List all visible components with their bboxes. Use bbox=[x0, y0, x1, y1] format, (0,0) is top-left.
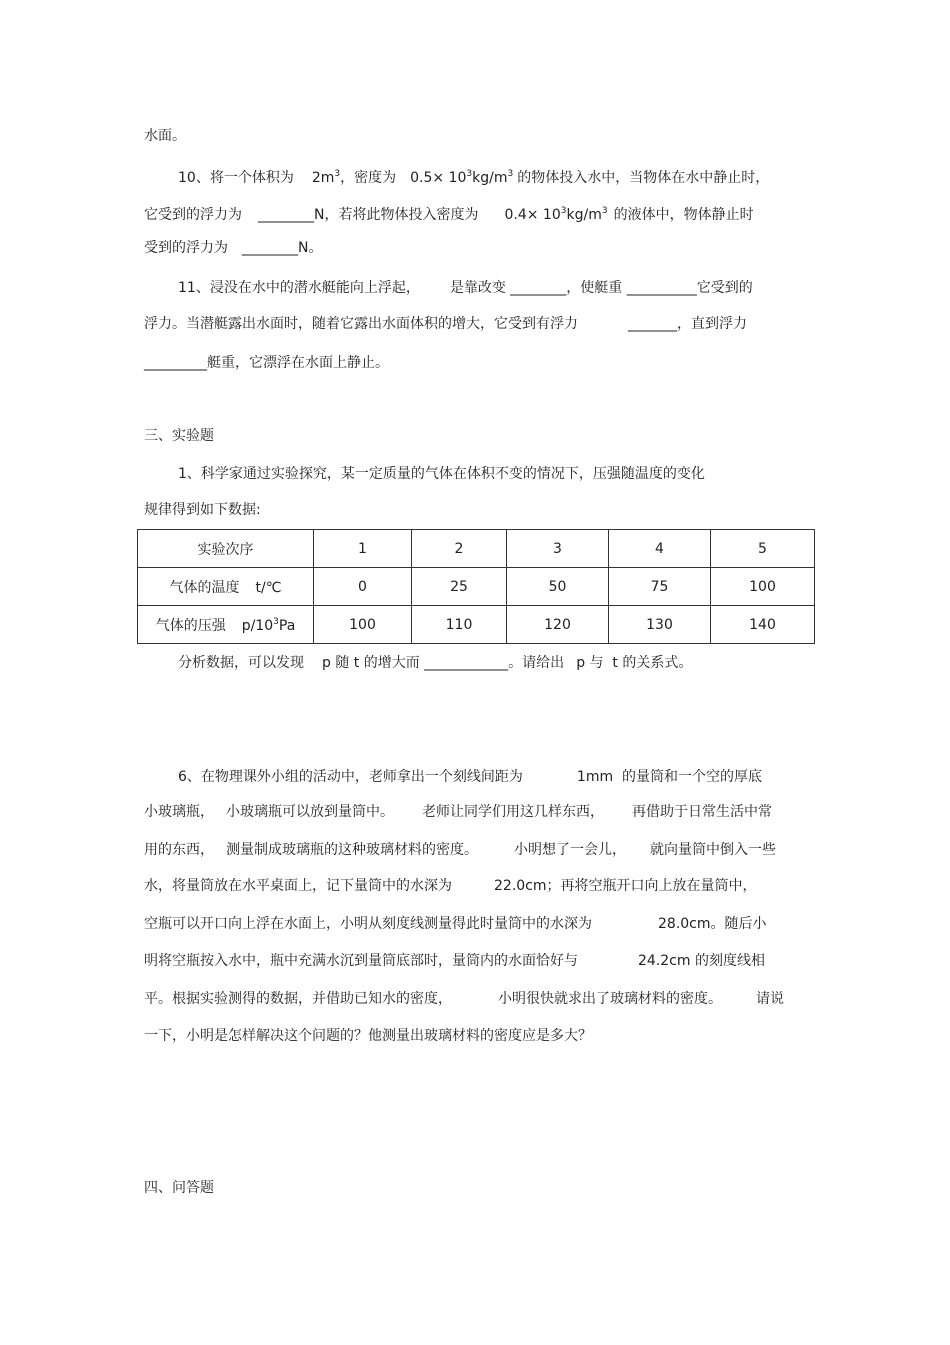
table-cell-trial: 5 bbox=[711, 530, 815, 568]
q6-text: 平。根据实验测得的数据，并借助已知水的密度， bbox=[144, 991, 452, 1007]
q6-line-8: 一下，小明是怎样解决这个问题的？他测量出玻璃材料的密度应是多大？ bbox=[144, 1028, 592, 1044]
analysis-text: p 与 t 的关系式。 bbox=[576, 655, 693, 671]
q10-text: 的液体中，物体静止时 bbox=[613, 207, 754, 223]
table-cell-header-label: 实验次序 bbox=[138, 530, 314, 568]
q6-text: 再借助于日常生活中常 bbox=[632, 804, 772, 820]
table-cell-press-label bbox=[138, 606, 314, 644]
exp1-line-1: 1、科学家通过实验探究，某一定质量的气体在体积不变的情况下，压强随温度的变化 bbox=[178, 466, 705, 482]
q6-line-2 bbox=[144, 803, 772, 821]
q10-density-unit: kg/m bbox=[472, 170, 508, 186]
q11-line-2 bbox=[144, 315, 747, 333]
question-tail-text: 水面。 bbox=[144, 128, 186, 144]
q6-text: 空瓶可以开口向上浮在水面上，小明从刻度线测量得此时量筒中的水深为 bbox=[144, 916, 592, 932]
q6-text: 明将空瓶按入水中，瓶中充满水沉到量筒底部时，量筒内的水面恰好与 bbox=[144, 953, 578, 969]
q6-line-4 bbox=[144, 877, 757, 895]
answer-blank: ________N bbox=[242, 240, 309, 256]
table-cell-pressure: 120 bbox=[507, 606, 609, 644]
q6-text: 28.0cm。随后小 bbox=[658, 916, 767, 932]
q6-text: 小明很快就求出了玻璃材料的密度。 bbox=[498, 991, 722, 1007]
table-row bbox=[138, 606, 815, 644]
q6-text: 水，将量筒放在水平桌面上，记下量筒中的水深为 bbox=[144, 878, 452, 894]
q10-density-unit: kg/m bbox=[566, 207, 602, 223]
table-cell-trial: 3 bbox=[507, 530, 609, 568]
exponent: 3 bbox=[601, 206, 608, 216]
q6-line-3 bbox=[144, 841, 776, 859]
q10-line-2 bbox=[144, 202, 754, 224]
q6-text: 请说 bbox=[756, 991, 784, 1007]
table-cell-temp: 75 bbox=[609, 568, 711, 606]
press-unit: p/10 bbox=[241, 617, 274, 634]
q6-text: 测量制成玻璃瓶的这种玻璃材料的密度。 bbox=[226, 842, 478, 858]
press-unit: Pa bbox=[278, 617, 296, 634]
q11-line-3: _________艇重，它漂浮在水面上静止。 bbox=[144, 355, 389, 371]
q10-volume: 2m bbox=[311, 170, 335, 186]
exponent: 3 bbox=[334, 169, 341, 179]
temp-unit: t/℃ bbox=[255, 579, 282, 596]
exponent: 3 bbox=[560, 206, 567, 216]
q6-text: 24.2cm 的刻度线相 bbox=[638, 953, 765, 969]
table-cell-trial: 1 bbox=[314, 530, 412, 568]
exponent: 3 bbox=[507, 169, 514, 179]
q10-line-3 bbox=[144, 239, 322, 257]
table-cell-pressure: 110 bbox=[412, 606, 507, 644]
q11-line-1 bbox=[178, 279, 753, 297]
table-cell-temp: 100 bbox=[711, 568, 815, 606]
q11-text: 11、浸没在水中的潜水艇能向上浮起， bbox=[178, 280, 420, 296]
section-title: 三、实验题 bbox=[144, 428, 214, 444]
table-cell-temp-label bbox=[138, 568, 314, 606]
q10-text: 受到的浮力为 bbox=[144, 240, 228, 256]
q6-text: 小玻璃瓶可以放到量筒中。 bbox=[226, 804, 394, 820]
q10-density: 0.5× 10 bbox=[410, 170, 467, 186]
q6-text: 6、在物理课外小组的活动中，老师拿出一个刻线间距为 bbox=[178, 769, 523, 785]
table-cell-temp: 25 bbox=[412, 568, 507, 606]
section-title: 四、问答题 bbox=[144, 1180, 214, 1196]
q10-text: 10、将一个体积为 bbox=[178, 170, 294, 186]
analysis-text: p 随 t 的增大而 ____________。请给出 bbox=[322, 655, 565, 671]
exp1-line-2: 规律得到如下数据: bbox=[144, 502, 261, 518]
q6-text: 小玻璃瓶， bbox=[144, 804, 214, 820]
q6-text: 1mm 的量筒和一个空的厚底 bbox=[576, 769, 762, 785]
data-table bbox=[137, 529, 815, 644]
table-cell-temp: 0 bbox=[314, 568, 412, 606]
q10-text: 它受到的浮力为 bbox=[144, 207, 242, 223]
q10-text: ，若将此物体投入密度为 bbox=[324, 207, 479, 223]
q11-text: 是靠改变 ________，使艇重 __________它受到的 bbox=[449, 280, 753, 296]
analysis-text: 分析数据，可以发现 bbox=[178, 655, 304, 671]
table-cell-temp: 50 bbox=[507, 568, 609, 606]
q11-text: 浮力。当潜艇露出水面时，随着它露出水面体积的增大，它受到有浮力 bbox=[144, 316, 578, 332]
q6-line-1 bbox=[178, 768, 762, 786]
table-cell-trial: 2 bbox=[412, 530, 507, 568]
table-cell-trial: 4 bbox=[609, 530, 711, 568]
temp-label: 气体的温度 bbox=[169, 579, 240, 596]
q10-text: 。 bbox=[308, 240, 323, 256]
press-label: 气体的压强 bbox=[155, 617, 226, 634]
q6-text: 22.0cm；再将空瓶开口向上放在量筒中， bbox=[494, 878, 757, 894]
q10-text: 的物体投入水中，当物体在水中静止时， bbox=[517, 170, 770, 186]
table-cell-pressure: 100 bbox=[314, 606, 412, 644]
q6-text: 用的东西， bbox=[144, 842, 214, 858]
table-row bbox=[138, 568, 815, 606]
q10-line-1 bbox=[178, 165, 769, 187]
answer-blank: ________N bbox=[258, 207, 325, 223]
table-cell-pressure: 130 bbox=[609, 606, 711, 644]
q10-text: ，密度为 bbox=[340, 170, 397, 186]
q10-density-2: 0.4× 10 bbox=[504, 207, 561, 223]
q6-line-5 bbox=[144, 915, 767, 933]
table-cell-pressure: 140 bbox=[711, 606, 815, 644]
q11-text: _______，直到浮力 bbox=[628, 316, 747, 332]
exponent: 3 bbox=[466, 169, 473, 179]
q6-text: 小明想了一会儿， bbox=[514, 842, 626, 858]
q6-text: 就向量筒中倒入一些 bbox=[650, 842, 776, 858]
exp1-analysis bbox=[178, 654, 692, 672]
table-row bbox=[138, 530, 815, 568]
exponent: 3 bbox=[273, 616, 279, 627]
q6-line-7 bbox=[144, 990, 784, 1008]
q6-line-6 bbox=[144, 952, 765, 970]
q6-text: 老师让同学们用这几样东西， bbox=[422, 804, 604, 820]
